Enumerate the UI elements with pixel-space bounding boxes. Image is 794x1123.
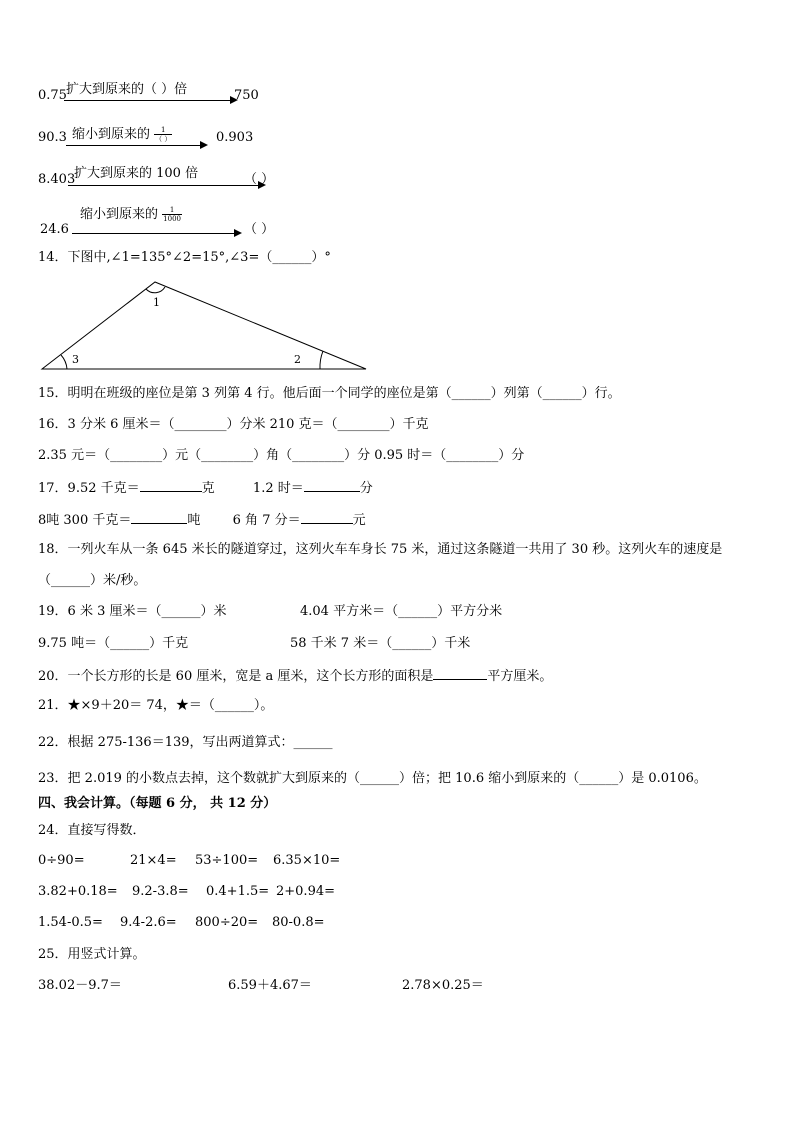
- arrow-right-value: （ ）: [244, 172, 275, 187]
- question-24: 24．直接写得数．: [38, 823, 146, 838]
- fraction-numerator: 1: [162, 206, 182, 215]
- vertical-calc-3: 2.78×0.25＝: [402, 978, 484, 993]
- fraction: [154, 126, 172, 143]
- angle-1-label: 1: [153, 296, 160, 309]
- calc-item: 2+0.94=: [276, 884, 336, 899]
- question-17-line-1: [38, 479, 373, 497]
- arrow-line: [68, 185, 260, 186]
- calc-item: 9.2-3.8=: [132, 884, 189, 899]
- answer-blank[interactable]: [140, 479, 202, 492]
- q17-unit: 分: [359, 481, 373, 496]
- arrow-item-1: [38, 80, 298, 120]
- angle-1-arc: [146, 287, 165, 293]
- arrow-item-4: [38, 202, 298, 242]
- calc-item: 0÷90=: [38, 853, 85, 868]
- answer-blank[interactable]: [304, 479, 360, 492]
- q17-unit: 吨: [187, 513, 201, 528]
- angle-2-label: 2: [294, 353, 301, 366]
- angle-3-arc: [61, 355, 67, 369]
- question-22: 22．根据 275-136＝139，写出两道算式：______: [38, 735, 333, 750]
- arrow-label-text: 缩小到原来的: [72, 127, 151, 142]
- fraction-numerator: 1: [154, 126, 172, 135]
- angle-3-label: 3: [72, 353, 79, 366]
- q17-text: 17．9.52 千克＝: [38, 481, 140, 496]
- question-20: [38, 667, 552, 685]
- angle-2-arc: [320, 351, 323, 369]
- answer-blank[interactable]: [131, 511, 187, 524]
- calc-item: 1.54-0.5=: [38, 915, 103, 930]
- vertical-calc-1: 38.02－9.7＝: [38, 978, 122, 993]
- arrow-line: [64, 100, 232, 101]
- arrow-head-icon: [234, 229, 242, 237]
- vertical-calc-2: 6.59＋4.67＝: [228, 978, 312, 993]
- answer-blank[interactable]: [301, 511, 353, 524]
- arrow-label: [80, 206, 182, 223]
- calc-item: 0.4+1.5=: [206, 884, 270, 899]
- arrow-left-value: 8.403: [38, 172, 76, 187]
- q17-text: 1.2 时＝: [252, 481, 304, 496]
- question-19-a-2: 4.04 平方米＝（______）平方分米: [300, 604, 503, 619]
- arrow-right-value: 750: [234, 88, 259, 103]
- arrow-label: 扩大到原来的（ ）倍: [66, 82, 188, 97]
- triangle-diagram: [38, 276, 378, 376]
- answer-blank[interactable]: [433, 667, 487, 680]
- q17-text: 6 角 7 分＝: [232, 513, 301, 528]
- calc-item: 80-0.8=: [272, 915, 325, 930]
- arrow-label: [72, 126, 172, 143]
- question-18-line-2: （______）米/秒。: [38, 573, 147, 588]
- question-18-line-1: 18．一列火车从一条 645 米长的隧道穿过，这列火车车身长 75 米，通过这条隧道一共用了 30 秒。这列火车的速度是: [38, 542, 723, 557]
- q17-unit: 克: [201, 481, 215, 496]
- calc-item: 3.82+0.18=: [38, 884, 118, 899]
- question-16-line-1: 16．3 分米 6 厘米＝（________）分米 210 克＝（________）千克: [38, 417, 429, 432]
- q17-text: 8吨 300 千克＝: [38, 513, 132, 528]
- triangle-shape: [42, 282, 366, 369]
- q20-unit: 平方厘米。: [487, 669, 553, 684]
- calc-item: 53÷100=: [195, 853, 259, 868]
- q20-text: 20．一个长方形的长是 60 厘米，宽是 a 厘米，这个长方形的面积是: [38, 669, 434, 684]
- arrow-item-3: [38, 164, 298, 204]
- question-17-line-2: [38, 511, 366, 529]
- question-19-b-2: 58 千米 7 米＝（______）千米: [290, 636, 471, 651]
- fraction: [162, 206, 182, 223]
- question-19-a-1: 19．6 米 3 厘米＝（______）米: [38, 604, 227, 619]
- question-19-b-1: 9.75 吨＝（______）千克: [38, 636, 189, 651]
- question-25: 25．用竖式计算。: [38, 947, 146, 962]
- question-16-line-2: 2.35 元＝（________）元（________）角（________）分 0.95 时＝（________）分: [38, 448, 525, 463]
- calc-item: 6.35×10=: [273, 853, 341, 868]
- question-23: 23．把 2.019 的小数点去掉，这个数就扩大到原来的（______）倍；把 10.6 缩小到原来的（______）是 0.0106。: [38, 771, 707, 786]
- question-15: 15．明明在班级的座位是第 3 列第 4 行。他后面一个同学的座位是第（______）列第（______）行。: [38, 386, 621, 401]
- arrow-head-icon: [200, 141, 208, 149]
- arrow-left-value: 24.6: [40, 222, 69, 237]
- section-4-heading: 四、我会计算。（每题 6 分， 共 12 分）: [38, 796, 277, 811]
- arrow-line: [66, 145, 202, 146]
- arrow-right-value: 0.903: [216, 130, 254, 145]
- fraction-denominator: 1000: [163, 215, 181, 223]
- question-14: 14．下图中,∠1=135°∠2=15°,∠3=（______）°: [38, 250, 331, 265]
- arrow-left-value: 90.3: [38, 130, 67, 145]
- calc-item: 21×4=: [130, 853, 177, 868]
- calc-item: 9.4-2.6=: [120, 915, 177, 930]
- calc-item: 800÷20=: [195, 915, 259, 930]
- arrow-label-text: 缩小到原来的: [80, 207, 159, 222]
- q17-unit: 元: [352, 513, 366, 528]
- arrow-right-value: （ ）: [244, 222, 275, 237]
- arrow-item-2: [38, 120, 298, 160]
- arrow-line: [72, 233, 236, 234]
- arrow-label: 扩大到原来的 100 倍: [74, 166, 199, 181]
- arrow-left-value: 0.75: [38, 88, 67, 103]
- fraction-denominator: （ ）: [155, 135, 172, 143]
- question-21: 21．★×9＋20＝ 74，★＝（______）。: [38, 698, 274, 713]
